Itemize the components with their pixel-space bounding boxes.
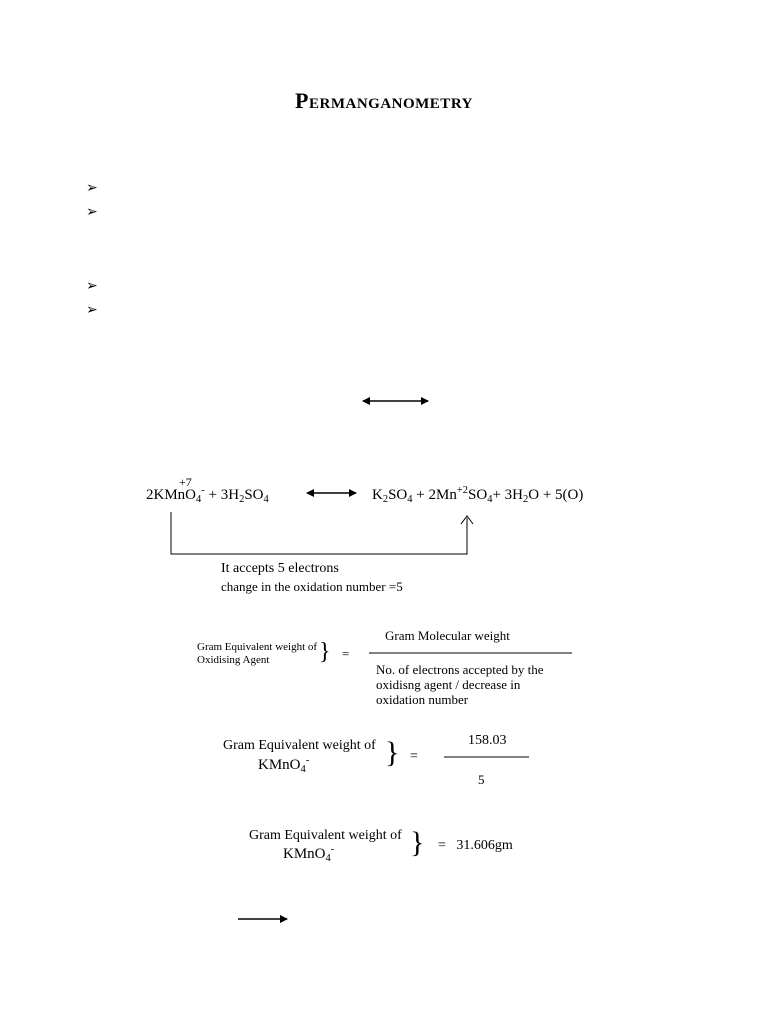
- formula1-numerator: Gram Molecular weight: [385, 628, 510, 643]
- formula3-lhs-line1: Gram Equivalent weight of: [249, 828, 402, 843]
- formula2-brace: }: [385, 736, 400, 769]
- products: $K_2SO_4 + 2Mn^{+2}SO_4+ 3H_2O + 5(O)$: [372, 485, 584, 505]
- bullet-marker: ➢: [86, 279, 98, 294]
- formula1-denominator-line3: oxidation number: [376, 692, 469, 707]
- formula3-lhs-line2: KMnO$_4$-: [283, 844, 335, 864]
- formula1-lhs-line1: Gram Equivalent weight of: [197, 641, 318, 653]
- formula2-lhs-line2: KMnO$_4$-: [258, 755, 310, 775]
- formula2-equals: =: [410, 749, 418, 764]
- bullet-marker: ➢: [86, 205, 98, 220]
- electrons-accepted-note: It accepts 5 electrons: [221, 561, 339, 576]
- formula1-equals: =: [342, 646, 350, 661]
- bullet-marker: ➢: [86, 181, 98, 196]
- formula2-numerator: 158.03: [468, 733, 507, 748]
- formula1-denominator-line1: No. of electrons accepted by the: [376, 662, 544, 677]
- bullet-marker: ➢: [86, 303, 98, 318]
- electron-transfer-bracket: [171, 512, 467, 554]
- formula2-denominator: 5: [478, 772, 485, 787]
- oxidation-state-left: +7: [179, 475, 192, 489]
- formula1-denominator-line2: oxidisng agent / decrease in: [376, 677, 521, 692]
- formula2-lhs-line1: Gram Equivalent weight of: [223, 738, 376, 753]
- formula1-lhs-line2: Oxidising Agent: [197, 654, 270, 666]
- page-title: Permanganometry: [295, 88, 473, 113]
- formula3-result: = 31.606gm: [438, 838, 513, 853]
- formula3-brace: }: [410, 826, 425, 859]
- formula1-brace: }: [319, 639, 331, 665]
- oxidation-change-note: change in the oxidation number =5: [221, 579, 403, 594]
- reactants: 2KMnO$_4$- + $3H_2SO_4$: [146, 485, 269, 505]
